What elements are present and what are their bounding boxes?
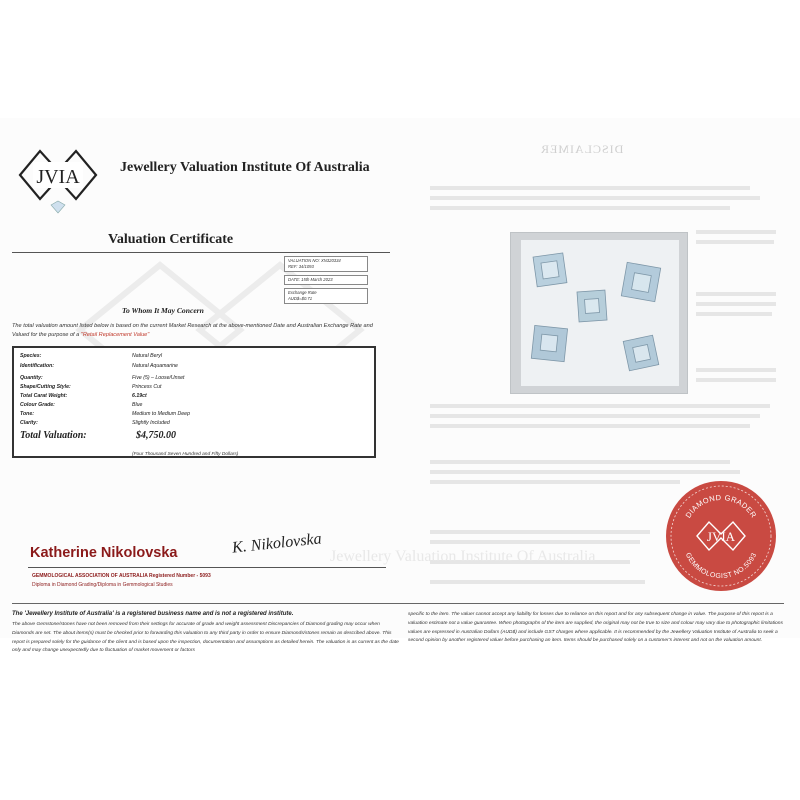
- row-value: Blue: [132, 402, 143, 408]
- footer-disclaimer-left: The above Gemstone/stones have not been removed from their settings for accurate of grade and weight assessment Discrepancies of Diamond grading may occur when Diamonds are set. The about items(s) must be checked prior to forwarding this valuation to any third party in order to ensure Diamonds/stones remain as described above. This report is prepared solely for the guidance of the client and is based upon the inspection, documentation and assumptions as detailed herein. The valuation is as current as the date only and may change unexpectedly due to fluctuation of market movement or factors: [12, 622, 399, 654]
- row-value: Slightly Included: [132, 420, 170, 426]
- jvia-logo: [16, 145, 100, 217]
- row-label: Identification:: [20, 363, 55, 369]
- handwritten-signature: K. Nikolovska: [231, 530, 323, 557]
- row-label: Colour Grade:: [20, 402, 55, 408]
- valuation-number-box: VALUATION NO: XN320334 REF: 34/1093: [284, 256, 368, 272]
- valuation-table: [12, 346, 376, 458]
- reference-boxes: [284, 256, 368, 307]
- gemstone-5: [623, 335, 659, 371]
- faded-disclaimer-heading: DISCLAIMER: [540, 142, 624, 156]
- certificate-title: Valuation Certificate: [108, 232, 234, 247]
- logo-text: JVIA: [36, 166, 80, 188]
- registration-line: GEMMOLOGICAL ASSOCIATION OF AUSTRALIA Registered Number - 5093: [32, 573, 211, 579]
- intro-paragraph: [12, 322, 382, 339]
- footer-disclaimer-right: specific to the item. The valuer cannot accept any liability for losses due to reliance on this report and for any subsequent change in value. The purpose of this report is a valuation estimate not a value guarantee. When photographs of the item are supplied, the original may not be true to size and colour may vary due to photographic limitations values are expressed in Australian Dollars (AUD$) and include GST charges where applicable. It is recommended by the Jewellery Valuation Institute of Australia to seek a second opinion by another registered valuer before purchasing an item. Items should be purchased solely on a customer's interest and not on the valuation amount.: [408, 612, 783, 644]
- valuer-name: Katherine Nikolovska: [30, 545, 178, 561]
- gemstone-3: [577, 290, 607, 322]
- row-value: 6.19ct: [132, 393, 147, 399]
- signature-line: [28, 567, 386, 568]
- gemstone-photo: [521, 240, 679, 386]
- total-label: Total Valuation:: [20, 430, 87, 441]
- footer-divider: [12, 603, 784, 604]
- gemmologist-seal: [663, 478, 779, 594]
- row-label: Shape/Cutting Style:: [20, 384, 71, 390]
- diamond-icon: [51, 201, 65, 213]
- exchange-rate-box: Exchange Rate AUD$=$0.71: [284, 288, 368, 304]
- gemstone-1: [533, 253, 567, 287]
- date-box: DATE: 15th March 2023: [284, 275, 368, 285]
- total-words: (Four Thousand Seven Hundred and Fifty Dollars): [132, 452, 239, 457]
- row-label: Total Carat Weight:: [20, 393, 68, 399]
- seal-top-text: DIAMOND GRADER: [683, 492, 759, 520]
- row-value: Natural Aquamarine: [132, 363, 178, 369]
- row-label: Quantity:: [20, 375, 43, 381]
- divider: [12, 252, 390, 253]
- salutation: To Whom It May Concern: [122, 306, 204, 315]
- institute-name: Jewellery Valuation Institute Of Australia: [120, 160, 370, 175]
- ghost-institute-name: Jewellery Valuation Institute Of Australia: [330, 548, 596, 565]
- gemstone-4: [531, 325, 567, 361]
- row-label: Species:: [20, 353, 42, 359]
- gemstone-2: [621, 262, 660, 301]
- footer-title: The 'Jewellery Institute of Australia' is a registered business name and is not a registered institute.: [12, 611, 294, 617]
- seal-center-text: JVIA: [706, 529, 736, 544]
- diploma-line: Diploma in Diamond Grading/Diploma in Gemmological Studies: [32, 582, 173, 588]
- row-label: Tone:: [20, 411, 34, 417]
- row-value: Princess Cut: [132, 384, 162, 390]
- row-value: Natural Beryl: [132, 353, 162, 359]
- seal-bottom-text: GEMMOLOGIST NO.5093: [683, 551, 759, 581]
- row-value: Five (5) – Loose/Unset: [132, 375, 185, 381]
- intro-highlight: "Retail Replacement Value": [80, 331, 150, 338]
- row-label: Clarity:: [20, 420, 38, 426]
- intro-text: The total valuation amount listed below is based on the current Market Research at the above-mentioned Date and Australian Exchange Rate and Valued for the purpose of a: [12, 323, 373, 338]
- total-value: $4,750.00: [136, 430, 176, 441]
- row-value: Medium to Medium Deep: [132, 411, 190, 417]
